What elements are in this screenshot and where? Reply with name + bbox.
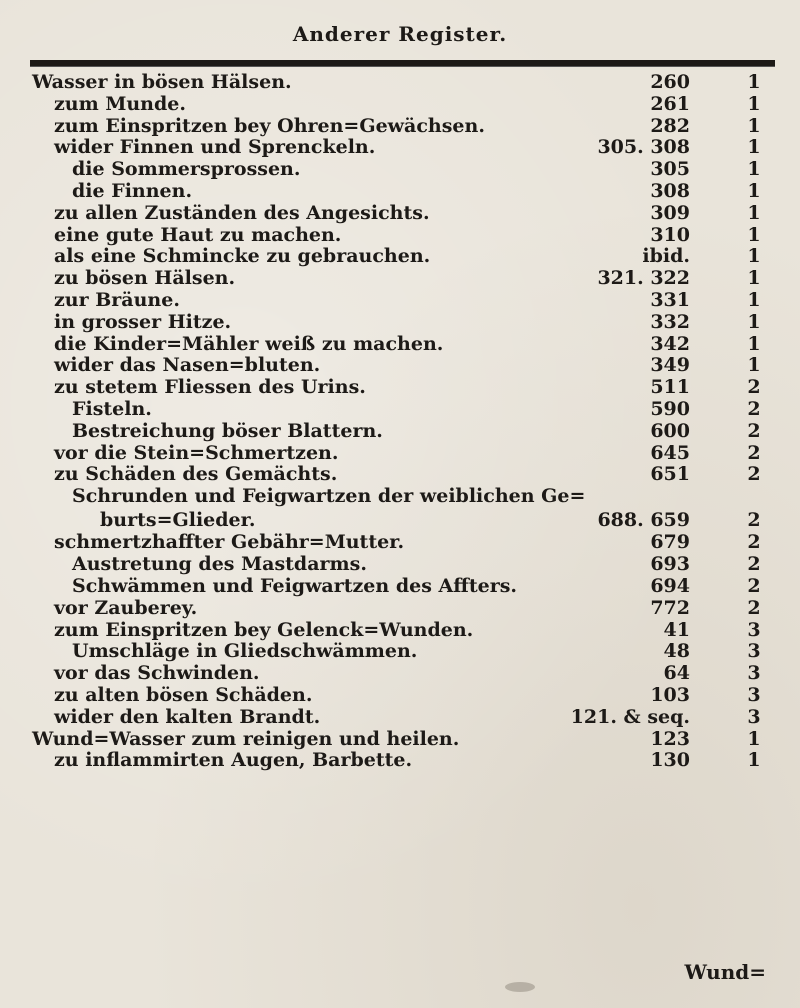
entry-column-ref: 1 — [747, 223, 761, 246]
register-entries — [0, 72, 800, 772]
register-entry — [0, 750, 800, 772]
entry-page-ref: 305 — [650, 158, 690, 181]
entry-column-ref: 2 — [747, 463, 761, 486]
entry-text: Wasser in bösen Hälsen. — [32, 71, 292, 93]
register-entry — [0, 137, 800, 159]
register-entry — [0, 181, 800, 203]
entry-text: vor das Schwinden. — [54, 662, 260, 685]
entry-text: vor Zauberey. — [54, 596, 198, 619]
ink-smudge — [505, 982, 535, 992]
entry-text: Bestreichung böser Blattern. — [72, 419, 383, 442]
entry-column-ref: 1 — [747, 288, 761, 311]
entry-text: zum Einspritzen bey Gelenck=Wunden. — [54, 618, 474, 641]
entry-text: schmertzhaffter Gebähr=Mutter. — [54, 531, 405, 554]
register-entry — [0, 246, 800, 268]
entry-page-ref: 694 — [650, 575, 690, 598]
entry-text: burts=Glieder. — [100, 508, 256, 531]
entry-text: wider den kalten Brandt. — [54, 705, 321, 728]
entry-text: die Kinder=Mähler weiß zu machen. — [54, 332, 444, 355]
entry-column-ref: 1 — [747, 727, 761, 750]
register-entry — [0, 421, 800, 443]
register-entry — [0, 377, 800, 399]
entry-column-ref: 3 — [747, 684, 761, 707]
register-entry — [0, 554, 800, 576]
entry-text: zu inflammirten Augen, Barbette. — [54, 749, 413, 772]
entry-column-ref: 2 — [747, 441, 761, 464]
entry-page-ref: 511 — [650, 376, 690, 399]
register-entry — [0, 268, 800, 290]
register-entry — [0, 685, 800, 707]
entry-column-ref: 2 — [747, 419, 761, 442]
register-entry — [0, 443, 800, 465]
entry-text: die Finnen. — [72, 179, 193, 202]
entry-page-ref: 332 — [650, 310, 690, 333]
register-entry — [0, 334, 800, 356]
entry-column-ref: 1 — [747, 354, 761, 377]
entry-page-ref: 310 — [650, 223, 690, 246]
entry-column-ref: 2 — [747, 376, 761, 399]
entry-text: in grosser Hitze. — [54, 310, 232, 333]
entry-page-ref: 260 — [650, 71, 690, 93]
entry-text: zu allen Zuständen des Angesichts. — [54, 201, 430, 224]
entry-column-ref: 2 — [747, 553, 761, 576]
entry-text: zu bösen Hälsen. — [54, 267, 236, 290]
running-title: Anderer Register. — [292, 22, 508, 46]
entry-page-ref: 121. & seq. — [570, 705, 690, 728]
entry-page-ref: 103 — [650, 684, 690, 707]
entry-text: Schwämmen und Feigwartzen des Affters. — [72, 575, 518, 598]
entry-column-ref: 1 — [747, 310, 761, 333]
entry-text: zu alten bösen Schäden. — [54, 684, 313, 707]
register-entry — [0, 312, 800, 334]
entry-page-ref: 64 — [663, 662, 690, 685]
register-entry — [0, 620, 800, 642]
entry-page-ref: 679 — [650, 531, 690, 554]
entry-text: zu Schäden des Gemächts. — [54, 463, 338, 486]
register-entry — [0, 203, 800, 225]
entry-page-ref: 772 — [650, 596, 690, 619]
register-entry — [0, 729, 800, 751]
entry-column-ref: 1 — [747, 158, 761, 181]
register-entry — [0, 72, 800, 94]
header-rule — [30, 60, 775, 67]
entry-column-ref: 3 — [747, 705, 761, 728]
entry-column-ref: 3 — [747, 618, 761, 641]
entry-page-ref: ibid. — [642, 245, 690, 268]
entry-text: Schrunden und Feigwartzen der weiblichen Ge= — [72, 485, 586, 508]
entry-column-ref: 1 — [747, 114, 761, 137]
entry-page-ref: 305. 308 — [597, 136, 690, 159]
entry-page-ref: 308 — [650, 179, 690, 202]
entry-page-ref: 321. 322 — [597, 267, 690, 290]
register-entry — [0, 159, 800, 181]
entry-text: Austretung des Mastdarms. — [72, 553, 367, 576]
entry-page-ref: 590 — [650, 397, 690, 420]
entry-page-ref: 309 — [650, 201, 690, 224]
entry-column-ref: 1 — [747, 136, 761, 159]
register-entry — [0, 532, 800, 554]
register-entry — [0, 290, 800, 312]
register-entry — [0, 94, 800, 116]
entry-page-ref: 261 — [650, 92, 690, 115]
register-entry — [0, 576, 800, 598]
entry-text: Umschläge in Gliedschwämmen. — [72, 640, 418, 663]
register-entry — [0, 598, 800, 620]
entry-column-ref: 1 — [747, 92, 761, 115]
entry-column-ref: 1 — [747, 201, 761, 224]
entry-text: eine gute Haut zu machen. — [54, 223, 342, 246]
entry-page-ref: 600 — [650, 419, 690, 442]
entry-page-ref: 693 — [650, 553, 690, 576]
entry-text: wider das Nasen=bluten. — [54, 354, 321, 377]
entry-column-ref: 2 — [747, 397, 761, 420]
register-entry — [0, 663, 800, 685]
register-entry — [0, 355, 800, 377]
entry-page-ref: 342 — [650, 332, 690, 355]
entry-text: als eine Schmincke zu gebrauchen. — [54, 245, 431, 268]
entry-column-ref: 2 — [747, 575, 761, 598]
entry-page-ref: 651 — [650, 463, 690, 486]
entry-page-ref: 48 — [663, 640, 690, 663]
entry-column-ref: 2 — [747, 596, 761, 619]
entry-column-ref: 2 — [747, 531, 761, 554]
register-entry — [0, 464, 800, 486]
register-entry — [0, 641, 800, 663]
entry-text: zum Einspritzen bey Ohren=Gewächsen. — [54, 114, 485, 137]
entry-text: wider Finnen und Sprenckeln. — [54, 136, 376, 159]
catchword: Wund= — [684, 960, 766, 984]
entry-text: vor die Stein=Schmertzen. — [54, 441, 339, 464]
entry-column-ref: 1 — [747, 332, 761, 355]
entry-page-ref: 130 — [650, 749, 690, 772]
entry-page-ref: 645 — [650, 441, 690, 464]
entry-text: zu stetem Fliessen des Urins. — [54, 376, 366, 399]
register-entry — [0, 116, 800, 138]
entry-column-ref: 1 — [747, 179, 761, 202]
entry-page-ref: 331 — [650, 288, 690, 311]
entry-column-ref: 3 — [747, 640, 761, 663]
entry-page-ref: 282 — [650, 114, 690, 137]
register-entry — [0, 486, 800, 508]
entry-page-ref: 41 — [663, 618, 690, 641]
entry-page-ref: 688. 659 — [597, 508, 690, 531]
entry-column-ref: 3 — [747, 662, 761, 685]
entry-text: zur Bräune. — [54, 288, 180, 311]
entry-column-ref: 1 — [747, 267, 761, 290]
entry-column-ref: 2 — [747, 508, 761, 531]
entry-text: die Sommersprossen. — [72, 158, 301, 181]
register-entry — [0, 399, 800, 421]
entry-page-ref: 349 — [650, 354, 690, 377]
entry-text: zum Munde. — [54, 92, 186, 115]
register-entry — [0, 707, 800, 729]
register-entry — [0, 225, 800, 247]
entry-column-ref: 1 — [747, 749, 761, 772]
entry-text: Fisteln. — [72, 397, 152, 420]
register-entry — [0, 508, 800, 533]
entry-column-ref: 1 — [747, 71, 761, 93]
entry-page-ref: 123 — [650, 727, 690, 750]
entry-column-ref: 1 — [747, 245, 761, 268]
entry-text: Wund=Wasser zum reinigen und heilen. — [32, 727, 460, 750]
